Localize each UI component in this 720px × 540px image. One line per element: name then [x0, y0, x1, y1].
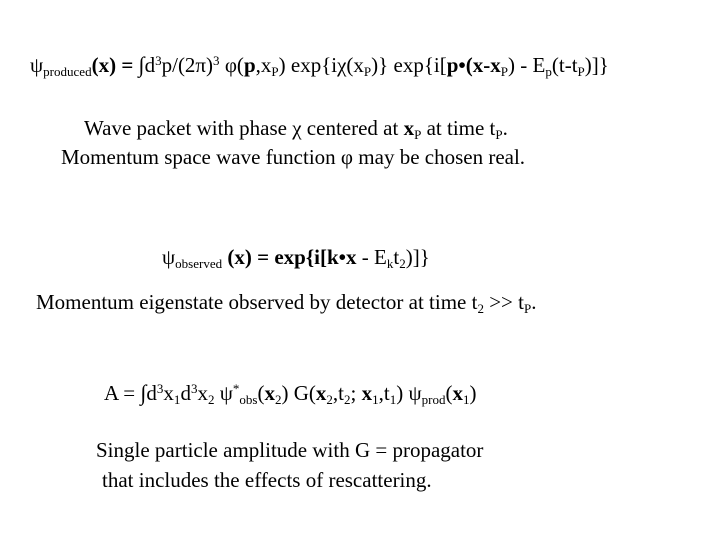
equation-text: (x) = exp{i[ [222, 245, 327, 269]
subscript: 1 [463, 392, 470, 408]
subscript: 2 [326, 392, 333, 408]
bold-vector: p [446, 53, 459, 77]
equation-text: ,x [255, 53, 272, 77]
subscript: 1 [173, 392, 181, 408]
note-text: . [531, 290, 537, 314]
superscript: 3 [155, 53, 162, 69]
equation-text: • [338, 245, 347, 269]
subscript: P [577, 64, 585, 80]
subscript-prod: prod [421, 392, 446, 408]
amplitude-equation [104, 382, 477, 406]
note-text: Single particle amplitude with G = propagator [96, 438, 484, 462]
subscript: P [363, 64, 372, 80]
equation-text: •( [458, 53, 473, 77]
equation-text: ) G( [281, 381, 316, 405]
bold-vector: k [326, 245, 339, 269]
bold-vector: p [243, 53, 256, 77]
equation-text: ) [469, 381, 477, 405]
superscript: 3 [156, 381, 164, 397]
superscript-star: * [232, 381, 240, 397]
measure: p/(2π) [161, 53, 214, 77]
equation-text: ; [350, 381, 362, 405]
equation-text: ,t [332, 381, 345, 405]
equation-text: x [163, 381, 174, 405]
note-single-particle-amplitude [96, 440, 483, 461]
note-momentum-space [61, 147, 525, 168]
note-text: Wave packet with phase χ centered at [84, 116, 404, 140]
subscript: 1 [372, 392, 379, 408]
equation-text: )} exp{i[ [371, 53, 447, 77]
bold-vector: x [472, 53, 484, 77]
equation-text: ,t [378, 381, 390, 405]
equation-text: - E [356, 245, 387, 269]
equation-text: ( [257, 381, 265, 405]
subscript: 2 [207, 392, 215, 408]
psi-symbol: ψ [30, 53, 44, 77]
note-text: . [502, 116, 508, 140]
subscript: p [545, 64, 552, 80]
note-text: >> t [483, 290, 524, 314]
integral-symbol: ∫ [138, 52, 145, 77]
subscript: 2 [399, 256, 406, 272]
equation-text: ) exp{iχ(x [278, 53, 364, 77]
produced-wavefunction-equation [30, 54, 609, 78]
bold-vector: x [403, 116, 415, 140]
equation-text: (t-t [551, 53, 578, 77]
equation-text: ) - E [508, 53, 546, 77]
superscript: 3 [190, 381, 198, 397]
equation-lhs: (x) = [91, 53, 134, 77]
integral-symbol: ∫ [140, 380, 147, 405]
bold-vector: x [490, 53, 501, 77]
subscript: 2 [477, 301, 484, 317]
bold-vector: x [315, 381, 327, 405]
subscript-produced: produced [43, 64, 92, 80]
differential: d [144, 53, 156, 77]
equation-text: ( [445, 381, 453, 405]
bold-vector: x [264, 381, 275, 405]
equation-text: A = [104, 381, 141, 405]
subscript: P [524, 301, 532, 317]
observed-wavefunction-equation [162, 247, 430, 270]
subscript: P [500, 64, 509, 80]
note-text: Momentum eigenstate observed by detector at time t [36, 290, 478, 314]
differential: d [146, 381, 157, 405]
equation-text: t [393, 245, 400, 269]
equation-text: - [483, 53, 491, 77]
note-momentum-eigenstate [36, 292, 537, 315]
differential: d [180, 381, 191, 405]
subscript: 2 [344, 392, 351, 408]
psi-symbol: ψ [162, 245, 176, 269]
equation-text: x [197, 381, 208, 405]
note-rescattering [102, 470, 432, 491]
subscript: k [386, 256, 394, 272]
subscript: P [414, 127, 422, 143]
psi-symbol: ) ψ [396, 381, 422, 405]
equation-text: φ( [219, 53, 244, 77]
subscript: P [495, 127, 503, 143]
note-text: that includes the effects of rescattering. [102, 468, 432, 492]
subscript: P [271, 64, 279, 80]
bold-vector: x [346, 245, 357, 269]
bold-vector: x [452, 381, 463, 405]
equation-text: )]} [405, 245, 430, 269]
note-text: at time t [421, 116, 496, 140]
superscript: 3 [213, 53, 220, 69]
subscript-obs: obs [239, 392, 258, 408]
note-wave-packet [84, 118, 508, 141]
subscript: 2 [274, 392, 282, 408]
subscript-observed: observed [175, 256, 223, 272]
psi-symbol: ψ [214, 381, 233, 405]
equation-text: )]} [584, 53, 609, 77]
note-text: Momentum space wave function φ may be chosen real. [61, 145, 526, 169]
subscript: 1 [389, 392, 397, 408]
bold-vector: x [361, 381, 373, 405]
